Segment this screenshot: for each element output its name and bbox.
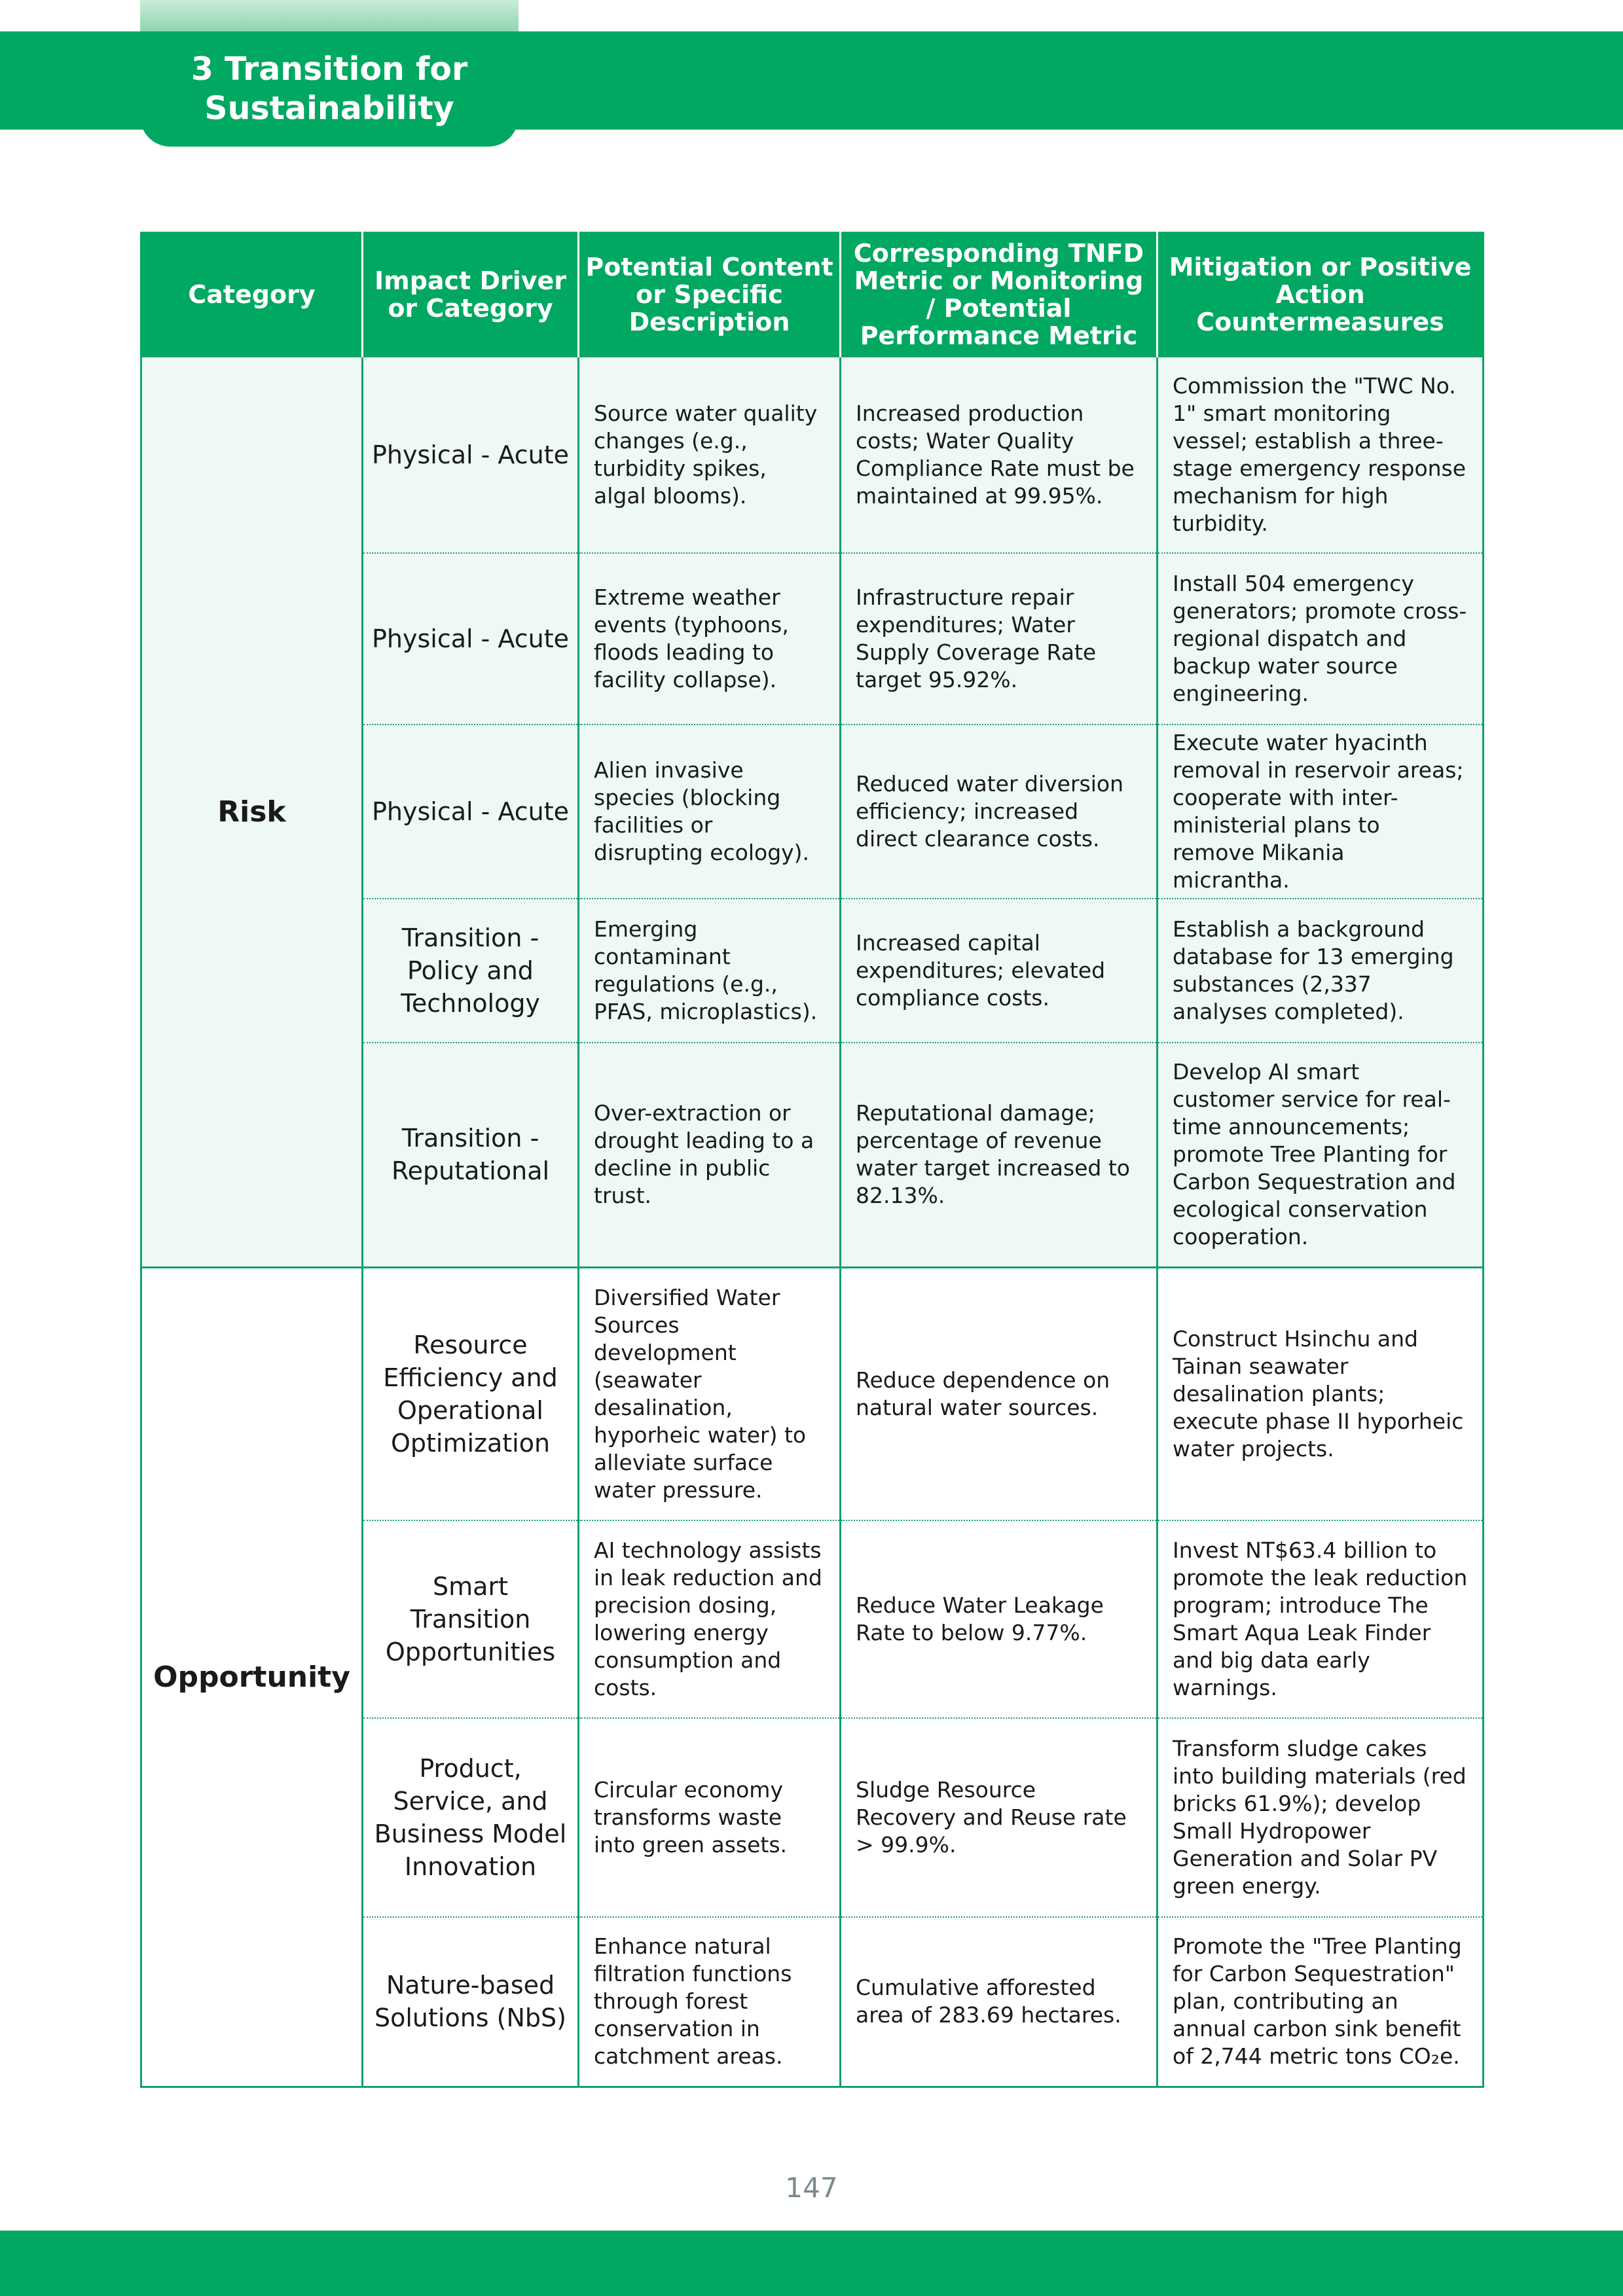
header-category: Category <box>141 233 363 357</box>
action-cell: Commission the "TWC No. 1" smart monitoring vessel; establish a three-stage emergency response mechanism for high turbidity. <box>1158 357 1484 553</box>
action-cell: Develop AI smart customer service for real-time announcements; promote Tree Planting for Carbon Sequestration and ecological conservation cooperation. <box>1158 1043 1484 1268</box>
driver-cell: Product, Service, and Business Model Innovation <box>363 1718 579 1917</box>
description-cell: Diversified Water Sources development (seawater desalination, hyporheic water) to alleviate surface water pressure. <box>579 1268 841 1520</box>
driver-cell: Smart Transition Opportunities <box>363 1520 579 1718</box>
description-cell: Alien invasive species (blocking facilities or disrupting ecology). <box>579 725 841 899</box>
section-tab <box>140 31 519 147</box>
description-cell: Emerging contaminant regulations (e.g., PFAS, microplastics). <box>579 899 841 1043</box>
description-cell: Source water quality changes (e.g., turbidity spikes, algal blooms). <box>579 357 841 553</box>
footer-band <box>0 2231 1623 2296</box>
metric-cell: Increased production costs; Water Quality Compliance Rate must be maintained at 99.95%. <box>841 357 1158 553</box>
metric-cell: Increased capital expenditures; elevated compliance costs. <box>841 899 1158 1043</box>
driver-cell: Physical - Acute <box>363 357 579 553</box>
metric-cell: Sludge Resource Recovery and Reuse rate > 99.9%. <box>841 1718 1158 1917</box>
description-cell: Enhance natural filtration functions through forest conservation in catchment areas. <box>579 1917 841 2087</box>
driver-cell: Physical - Acute <box>363 553 579 725</box>
driver-cell: Physical - Acute <box>363 725 579 899</box>
category-cell-risk: Risk <box>141 357 363 1268</box>
description-cell: AI technology assists in leak reduction and precision dosing, lowering energy consumption and costs. <box>579 1520 841 1718</box>
action-cell: Install 504 emergency generators; promote cross-regional dispatch and backup water source engineering. <box>1158 553 1484 725</box>
page-number: 147 <box>785 2172 838 2204</box>
table-row <box>141 357 1484 553</box>
action-cell: Construct Hsinchu and Tainan seawater desalination plants; execute phase II hyporheic water projects. <box>1158 1268 1484 1520</box>
metric-cell: Reputational damage; percentage of revenue water target increased to 82.13%. <box>841 1043 1158 1268</box>
driver-cell: Transition - Reputational <box>363 1043 579 1268</box>
description-cell: Extreme weather events (typhoons, floods leading to facility collapse). <box>579 553 841 725</box>
action-cell: Promote the "Tree Planting for Carbon Sequestration" plan, contributing an annual carbon sink benefit of 2,744 metric tons CO₂e. <box>1158 1917 1484 2087</box>
action-cell: Invest NT$63.4 billion to promote the leak reduction program; introduce The Smart Aqua Leak Finder and big data early warnings. <box>1158 1520 1484 1718</box>
table-row <box>141 1268 1484 1520</box>
driver-cell: Resource Efficiency and Operational Optimization <box>363 1268 579 1520</box>
header-impact-driver: Impact Driver or Category <box>363 233 579 357</box>
metric-cell: Reduce dependence on natural water sources. <box>841 1268 1158 1520</box>
metric-cell: Cumulative afforested area of 283.69 hectares. <box>841 1917 1158 2087</box>
table-header-row <box>141 233 1484 357</box>
action-cell: Establish a background database for 13 emerging substances (2,337 analyses completed). <box>1158 899 1484 1043</box>
driver-cell: Nature-based Solutions (NbS) <box>363 1917 579 2087</box>
driver-cell: Transition - Policy and Technology <box>363 899 579 1043</box>
header-mitigation: Mitigation or Positive Action Countermeasures <box>1158 233 1484 357</box>
description-cell: Over-extraction or drought leading to a decline in public trust. <box>579 1043 841 1268</box>
metric-cell: Reduce Water Leakage Rate to below 9.77%. <box>841 1520 1158 1718</box>
header-description: Potential Content or Specific Description <box>579 233 841 357</box>
header-tab-highlight <box>140 0 519 33</box>
section-title: 3 Transition for Sustainability <box>191 50 468 127</box>
header-tnfd-metric: Corresponding TNFD Metric or Monitoring / Potential Performance Metric <box>841 233 1158 357</box>
action-cell: Execute water hyacinth removal in reservoir areas; cooperate with inter-ministerial plans to remove Mikania micrantha. <box>1158 725 1484 899</box>
metric-cell: Infrastructure repair expenditures; Water Supply Coverage Rate target 95.92%. <box>841 553 1158 725</box>
metric-cell: Reduced water diversion efficiency; increased direct clearance costs. <box>841 725 1158 899</box>
category-cell-opportunity: Opportunity <box>141 1268 363 2087</box>
description-cell: Circular economy transforms waste into green assets. <box>579 1718 841 1917</box>
action-cell: Transform sludge cakes into building materials (red bricks 61.9%); develop Small Hydropower Generation and Solar PV green energy. <box>1158 1718 1484 1917</box>
tnfd-risk-opportunity-table <box>140 232 1484 2088</box>
